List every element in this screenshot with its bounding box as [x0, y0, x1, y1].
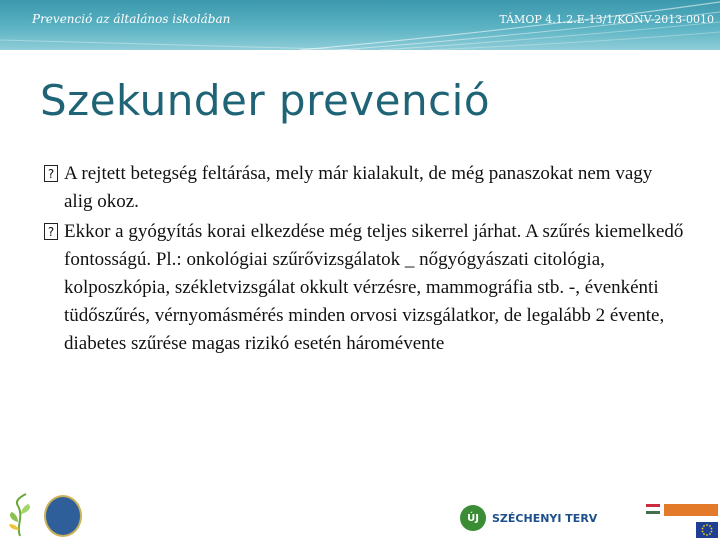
orange-logo-box [664, 504, 718, 516]
plant-logo-icon [2, 492, 38, 538]
hungary-flag-icon [646, 504, 660, 514]
szechenyi-label: SZÉCHENYI TERV [492, 511, 598, 525]
szechenyi-terv-logo [460, 500, 597, 536]
slide-content [44, 160, 684, 360]
bullet-mark-icon: ? [44, 165, 58, 182]
eu-flag-icon [696, 522, 718, 538]
bullet-text: Ekkor a gyógyítás korai elkezdése még teljes sikerrel járhat. A szűrés kiemelkedő fontosságú. Pl.: onkológiai szűrővizsgálatok _ nőgyógyászati citológia, kolposzkópia, székletvizsgálat okkult vérzésre, mammográfia stb. -, évenkénti tüdőszűrés, vérnyomásmérés minden orvosi vizsgálatkor, de legalább 2 évente, diabetes szűrése magas rizikó esetén háromévente [64, 221, 684, 354]
header-band [0, 0, 720, 50]
header-left-text: Prevenció az általános iskolában [32, 12, 231, 26]
header-project-code: TÁMOP 4.1.2.E-13/1/KONV-2013-0010 [499, 13, 714, 26]
bullet-mark-icon: ? [44, 223, 58, 240]
bullet-item [44, 218, 684, 358]
slide-title: Szekunder prevenció [40, 76, 491, 125]
szechenyi-badge-icon: ÚJ [460, 505, 486, 531]
eu-funding-block [594, 500, 718, 538]
bullet-item [44, 160, 684, 216]
bullet-text: A rejtett betegség feltárása, mely már kialakult, de még panaszokat nem vagy alig okoz. [64, 163, 653, 212]
university-seal-icon [44, 495, 82, 537]
